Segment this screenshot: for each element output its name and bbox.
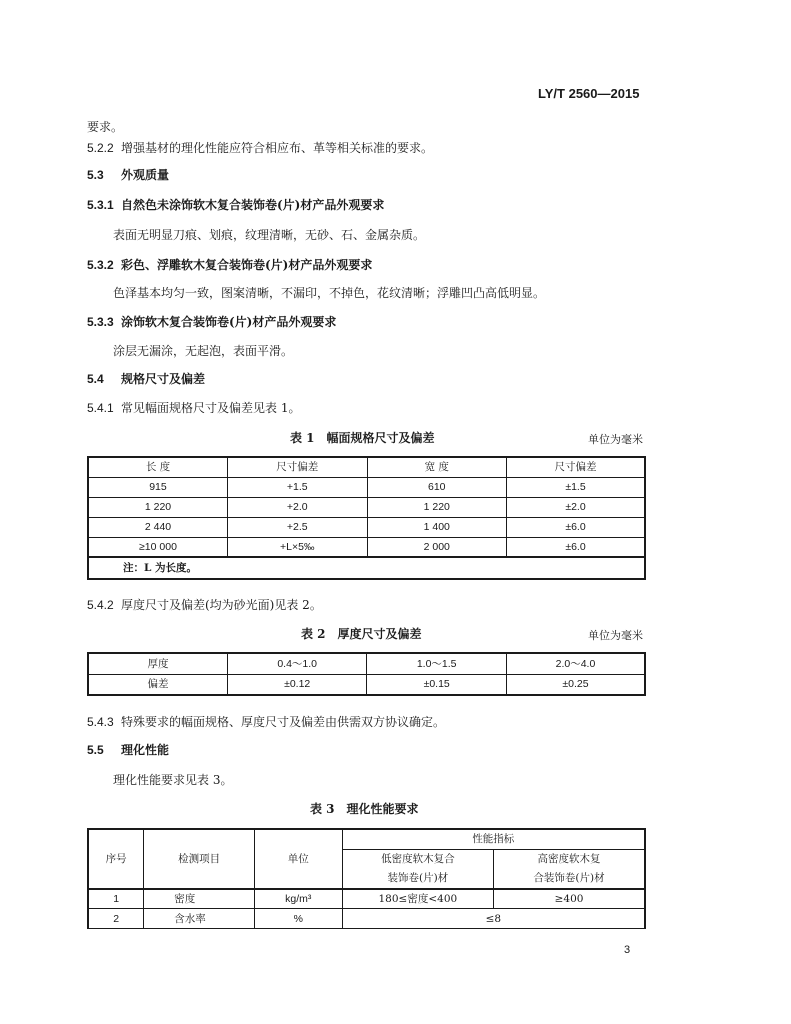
row-header: 偏差 xyxy=(88,674,227,695)
table-cell: 610 xyxy=(367,477,506,497)
table-cell: +1.5 xyxy=(227,477,367,497)
table-cell: 1 220 xyxy=(88,497,227,517)
table-cell: 含水率 xyxy=(144,909,255,929)
paragraph-5-3-3: 涂层无漏涂，无起泡，表面平滑。 xyxy=(113,344,294,358)
continued-text: 要求。 xyxy=(87,120,124,134)
heading-number: 5.3.2 xyxy=(87,258,114,272)
table-3 xyxy=(87,828,646,929)
table-cell: 180≤密度<400 xyxy=(342,889,493,909)
table-row xyxy=(88,909,645,929)
table-cell: 2 000 xyxy=(367,537,506,557)
table-note-row xyxy=(88,557,645,579)
clause-5-2-2 xyxy=(87,139,433,156)
table-row xyxy=(88,653,645,674)
table-cell: +L×5‰ xyxy=(227,537,367,557)
clause-5-4-1 xyxy=(87,399,300,416)
heading-number: 5.4 xyxy=(87,372,104,386)
table-cell: 1 400 xyxy=(367,517,506,537)
table-cell: ±0.12 xyxy=(227,674,367,695)
header-line: 低密度软木复合 xyxy=(381,852,455,865)
table-note: 注：L 为长度。 xyxy=(88,557,645,579)
heading-5-3-1 xyxy=(87,196,384,213)
heading-number: 5.5 xyxy=(87,743,104,757)
paragraph-5-5: 理化性能要求见表 3。 xyxy=(113,773,233,787)
heading-number: 5.3 xyxy=(87,168,104,182)
clause-number: 5.4.3 xyxy=(87,715,114,729)
clause-5-4-2 xyxy=(87,596,322,613)
table-1 xyxy=(87,456,646,580)
table-header-row xyxy=(88,829,645,849)
header-line: 合装饰卷(片)材 xyxy=(533,871,605,884)
clause-text: 特殊要求的幅面规格、厚度尺寸及偏差由供需双方协议确定。 xyxy=(121,715,446,729)
table-3-caption: 表 3 理化性能要求 xyxy=(310,802,419,816)
heading-text: 自然色未涂饰软木复合装饰卷(片)材产品外观要求 xyxy=(121,198,385,212)
table-row xyxy=(88,537,645,557)
table-cell: 2 xyxy=(88,909,144,929)
heading-number: 5.3.3 xyxy=(87,315,114,329)
table-cell: ≥10 000 xyxy=(88,537,227,557)
table-row xyxy=(88,517,645,537)
table-cell: ±2.0 xyxy=(506,497,645,517)
table-cell: % xyxy=(254,909,342,929)
clause-number: 5.4.2 xyxy=(87,598,114,612)
paragraph-5-3-1: 表面无明显刀痕、划痕，纹理清晰，无砂、石、金属杂质。 xyxy=(113,228,426,242)
table-2 xyxy=(87,652,646,696)
table-cell: +2.0 xyxy=(227,497,367,517)
table-row xyxy=(88,674,645,695)
table-2-caption: 表 2 厚度尺寸及偏差 xyxy=(301,627,422,641)
standard-code: LY/T 2560—2015 xyxy=(538,86,640,101)
table-cell: kg/m³ xyxy=(254,889,342,909)
clause-5-4-3 xyxy=(87,713,445,730)
table-cell: 2 440 xyxy=(88,517,227,537)
heading-5-3 xyxy=(87,166,169,183)
table-cell: 1 xyxy=(88,889,144,909)
heading-text: 彩色、浮雕软木复合装饰卷(片)材产品外观要求 xyxy=(121,258,373,272)
table-cell: ≥400 xyxy=(494,889,645,909)
table-row xyxy=(88,477,645,497)
column-header: 单位 xyxy=(254,829,342,889)
heading-text: 涂饰软木复合装饰卷(片)材产品外观要求 xyxy=(121,315,337,329)
heading-5-5 xyxy=(87,741,169,758)
table-row xyxy=(88,889,645,909)
table-header-row xyxy=(88,457,645,477)
page-number: 3 xyxy=(624,944,631,956)
table-cell: 1.0～1.5 xyxy=(367,653,507,674)
table-cell: 密度 xyxy=(144,889,255,909)
header-line: 高密度软木复 xyxy=(537,852,601,865)
clause-number: 5.4.1 xyxy=(87,401,114,415)
column-header: 长 度 xyxy=(88,457,227,477)
table-cell: ±1.5 xyxy=(506,477,645,497)
heading-text: 规格尺寸及偏差 xyxy=(121,372,206,386)
table-cell: ±6.0 xyxy=(506,537,645,557)
column-header: 尺寸偏差 xyxy=(506,457,645,477)
paragraph-5-3-2: 色泽基本均匀一致，图案清晰，不漏印，不掉色，花纹清晰；浮雕凹凸高低明显。 xyxy=(113,286,546,300)
column-header: 尺寸偏差 xyxy=(227,457,367,477)
table-cell: +2.5 xyxy=(227,517,367,537)
table-cell: ±0.25 xyxy=(506,674,645,695)
table-cell: 2.0～4.0 xyxy=(506,653,645,674)
table-cell: 0.4～1.0 xyxy=(227,653,367,674)
clause-number: 5.2.2 xyxy=(87,141,114,155)
column-header: 序号 xyxy=(88,829,144,889)
heading-text: 理化性能 xyxy=(121,743,170,757)
clause-text: 常见幅面规格尺寸及偏差见表 1。 xyxy=(121,401,301,415)
column-header xyxy=(494,849,645,889)
table-row xyxy=(88,497,645,517)
heading-number: 5.3.1 xyxy=(87,198,114,212)
column-header xyxy=(342,849,493,889)
table-cell: ±6.0 xyxy=(506,517,645,537)
table-cell: 915 xyxy=(88,477,227,497)
heading-text: 外观质量 xyxy=(121,168,170,182)
table-cell: 1 220 xyxy=(367,497,506,517)
heading-5-3-2 xyxy=(87,256,372,273)
clause-text: 厚度尺寸及偏差(均为砂光面)见表 2。 xyxy=(121,598,322,612)
clause-text: 增强基材的理化性能应符合相应布、革等相关标准的要求。 xyxy=(121,141,434,155)
table-cell: ≤8 xyxy=(342,909,645,929)
table-2-unit: 单位为毫米 xyxy=(588,629,643,642)
heading-5-3-3 xyxy=(87,313,336,330)
table-1-caption: 表 1 幅面规格尺寸及偏差 xyxy=(290,431,435,445)
header-line: 装饰卷(片)材 xyxy=(387,871,449,884)
table-1-unit: 单位为毫米 xyxy=(588,433,643,446)
column-header: 检测项目 xyxy=(144,829,255,889)
heading-5-4 xyxy=(87,370,205,387)
column-header: 性能指标 xyxy=(342,829,645,849)
row-header: 厚度 xyxy=(88,653,227,674)
table-cell: ±0.15 xyxy=(367,674,507,695)
column-header: 宽 度 xyxy=(367,457,506,477)
